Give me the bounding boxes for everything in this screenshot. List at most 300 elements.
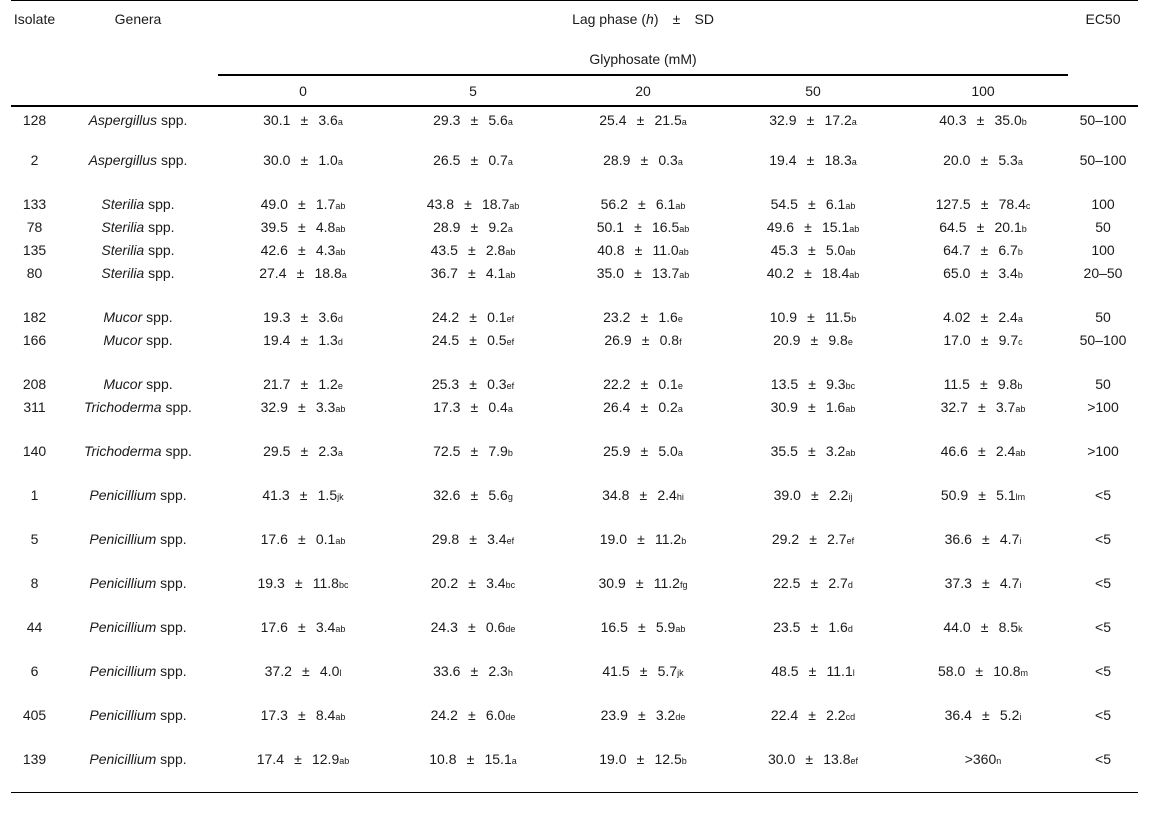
lag-mean: 26.9 <box>604 331 632 348</box>
lag-mean: 39.5 <box>260 218 288 235</box>
plus-minus: ± <box>980 241 989 258</box>
lag-sd: 11.1 <box>826 662 853 679</box>
header-conc-5: 5 <box>469 82 477 99</box>
lag-sd: 1.7 <box>315 195 336 212</box>
cell-ec50: 50 <box>1095 308 1111 325</box>
lag-mean: 27.4 <box>259 264 287 281</box>
cell-lag-value <box>558 661 728 705</box>
plus-minus: ± <box>641 331 650 348</box>
lag-sd: 2.7 <box>828 574 848 591</box>
plus-minus: ± <box>639 486 648 503</box>
lag-mean: 24.5 <box>431 331 460 348</box>
cell-lag-value <box>728 441 898 485</box>
lag-value: 22.2 ± 0.1 e <box>603 375 683 392</box>
cell-ec50: 50 <box>1095 218 1111 235</box>
cell-lag-value <box>728 330 898 374</box>
lag-mean: 40.2 <box>766 264 794 281</box>
table-body <box>11 106 1138 793</box>
lag-mean: 40.8 <box>597 241 625 258</box>
lag-value: 19.0 ± 11.2 b <box>599 530 687 547</box>
cell-lag-value <box>898 217 1068 240</box>
lag-value: 33.6 ± 2.3 h <box>433 662 513 679</box>
lag-mean: 24.2 <box>431 308 460 325</box>
table-row <box>11 529 1138 573</box>
plus-minus: ± <box>809 530 817 547</box>
cell-lag-value <box>218 374 388 397</box>
lag-value: 19.3 ± 3.6 d <box>263 308 343 325</box>
cell-genera <box>58 150 218 194</box>
cell-ec50: <5 <box>1095 530 1111 547</box>
cell-lag-value <box>218 441 388 485</box>
cell-lag-value <box>388 217 558 240</box>
lag-mean: 72.5 <box>433 442 461 459</box>
lag-value: 45.3 ± 5.0 ab <box>770 241 856 258</box>
lag-mean: 39.0 <box>773 486 801 503</box>
table-row <box>11 263 1138 307</box>
lag-mean: 30.0 <box>767 750 796 767</box>
lag-mean: 30.9 <box>770 398 798 415</box>
lag-mean: 65.0 <box>943 264 971 281</box>
plus-minus: ± <box>978 398 986 415</box>
cell-genera <box>58 263 218 307</box>
genus-name: Penicillium <box>89 574 157 591</box>
lag-sd: 78.4 <box>998 195 1026 212</box>
lag-sd: 10.8 <box>993 662 1021 679</box>
cell-lag-value <box>388 263 558 307</box>
lag-mean: 17.0 <box>943 331 971 348</box>
lag-value: 29.3 ± 5.6 a <box>433 111 513 128</box>
cell-lag-value <box>388 705 558 749</box>
cell-ec50: 50 <box>1095 375 1111 392</box>
cell-lag-value <box>388 661 558 705</box>
lag-mean: 19.3 <box>257 574 285 591</box>
lag-mean: 43.5 <box>430 241 458 258</box>
cell-lag-value <box>218 573 388 617</box>
plus-minus: ± <box>975 662 984 679</box>
lag-sd: 9.8 <box>997 375 1018 392</box>
lag-sd: 11.2 <box>653 574 680 591</box>
plus-minus: ± <box>980 151 989 168</box>
cell-lag-value <box>728 194 898 217</box>
lag-sd: 2.7 <box>827 530 847 547</box>
plus-minus: ± <box>637 530 645 547</box>
plus-minus: ± <box>808 375 816 392</box>
lag-value: 10.8 ± 15.1 a <box>429 750 517 767</box>
genus-name: Mucor <box>103 375 143 392</box>
plus-minus: ± <box>300 375 309 392</box>
plus-minus: ± <box>298 218 306 235</box>
plus-minus: ± <box>635 574 644 591</box>
header-lag-phase <box>218 1 1068 37</box>
header-conc-100: 100 <box>971 82 995 99</box>
genus-suffix: spp. <box>160 662 187 679</box>
lag-mean: 24.3 <box>430 618 458 635</box>
plus-minus: ± <box>300 331 309 348</box>
lag-value: 50.9 ± 5.1 lm <box>940 486 1026 503</box>
lag-mean: 26.4 <box>603 398 631 415</box>
lag-mean: 43.8 <box>426 195 454 212</box>
plus-minus: ± <box>294 574 303 591</box>
lag-value: 37.3 ± 4.7 i <box>944 574 1022 591</box>
lag-value: 72.5 ± 7.9 b <box>433 442 513 459</box>
cell-lag-value <box>898 374 1068 397</box>
lag-sd: 3.4 <box>998 264 1018 281</box>
lag-sd: 5.3 <box>998 151 1018 168</box>
cell-ec50: 20–50 <box>1083 264 1123 281</box>
lag-mean: 20.2 <box>430 574 459 591</box>
lag-phase-table <box>11 0 1138 793</box>
lag-value: 19.4 ± 1.3 d <box>263 331 343 348</box>
cell-ec50: 100 <box>1091 195 1115 212</box>
plus-minus: ± <box>469 331 477 348</box>
lag-mean: 64.7 <box>943 241 971 258</box>
lag-value: 26.5 ± 0.7 a <box>433 151 513 168</box>
genus-suffix: spp. <box>148 218 175 235</box>
lag-mean: 48.5 <box>771 662 799 679</box>
lag-sd: 1.6 <box>658 308 678 325</box>
lag-value: 44.0 ± 8.5 k <box>943 618 1023 635</box>
lag-sd: 5.0 <box>825 241 846 258</box>
cell-lag-value <box>728 749 898 793</box>
plus-minus: ± <box>470 111 479 128</box>
lag-value: 42.6 ± 4.3 ab <box>260 241 346 258</box>
genus-suffix: spp. <box>148 241 175 258</box>
cell-ec50: <5 <box>1095 574 1111 591</box>
lag-value: 64.7 ± 6.7 b <box>943 241 1023 258</box>
lag-value: 25.4 ± 21.5 a <box>599 111 687 128</box>
lag-mean: 42.6 <box>260 241 288 258</box>
cell-isolate: 139 <box>22 750 47 767</box>
genus-suffix: spp. <box>146 375 173 392</box>
genus-name: Mucor <box>103 331 143 348</box>
lag-sd: 5.6 <box>488 111 508 128</box>
cell-lag-value <box>558 217 728 240</box>
cell-ec50: <5 <box>1095 750 1111 767</box>
cell-lag-value <box>558 150 728 194</box>
cell-isolate: 80 <box>26 264 43 281</box>
lag-value: 17.3 ± 0.4 a <box>433 398 513 415</box>
cell-genera <box>58 617 218 661</box>
plus-minus: ± <box>468 706 476 723</box>
header-isolate: Isolate <box>13 11 56 27</box>
cell-lag-value <box>388 194 558 217</box>
lag-sd: 4.3 <box>315 241 336 258</box>
lag-sd: 0.8 <box>659 331 680 348</box>
lag-mean: 30.0 <box>263 151 291 168</box>
lag-value: 17.6 ± 3.4 ab <box>260 618 346 635</box>
lag-mean: 17.3 <box>260 706 288 723</box>
cell-lag-value <box>558 240 728 263</box>
plus-minus: ± <box>470 662 479 679</box>
lag-sd: 35.0 <box>994 111 1022 128</box>
lag-value: 17.6 ± 0.1 ab <box>260 530 346 547</box>
cell-lag-value <box>218 749 388 793</box>
lag-mean: 17.6 <box>260 530 288 547</box>
table-row <box>11 661 1138 705</box>
lag-mean: 49.6 <box>766 218 794 235</box>
lag-mean: 11.5 <box>943 375 970 392</box>
genus-name: Sterilia <box>101 241 145 258</box>
cell-lag-value <box>218 307 388 330</box>
cell-isolate: 182 <box>22 308 47 325</box>
lag-value: 23.9 ± 3.2 de <box>600 706 686 723</box>
plus-minus: ± <box>638 618 646 635</box>
lag-mean: 19.0 <box>599 750 627 767</box>
genus-suffix: spp. <box>160 486 187 503</box>
lag-value: 43.8 ± 18.7 ab <box>426 195 520 212</box>
cell-lag-value <box>558 573 728 617</box>
header-row-3 <box>11 75 1138 106</box>
cell-isolate: 133 <box>22 195 47 212</box>
lag-mean: 19.4 <box>263 331 291 348</box>
lag-sd: 21.5 <box>654 111 682 128</box>
lag-value: 50.1 ± 16.5 ab <box>596 218 690 235</box>
lag-value: 25.3 ± 0.3 ef <box>431 375 515 392</box>
lag-value: 17.4 ± 12.9 ab <box>256 750 350 767</box>
lag-mean: 28.9 <box>603 151 631 168</box>
cell-genera <box>58 217 218 240</box>
cell-lag-value <box>558 705 728 749</box>
plus-minus: ± <box>978 486 986 503</box>
lag-sd: 0.1 <box>487 308 507 325</box>
plus-minus: ± <box>982 706 990 723</box>
header-spacer-isolate <box>11 75 58 106</box>
lag-value: 20.9 ± 9.8 e <box>773 331 853 348</box>
cell-genera <box>58 330 218 374</box>
lag-sd: 11.0 <box>652 241 679 258</box>
plus-minus: ± <box>804 218 812 235</box>
lag-value: 20.2 ± 3.4 bc <box>430 574 516 591</box>
lag-mean: 50.1 <box>596 218 624 235</box>
cell-genera <box>58 529 218 573</box>
plus-minus: ± <box>634 264 642 281</box>
lag-mean: 37.2 <box>264 662 292 679</box>
lag-value: 41.3 ± 1.5 jk <box>262 486 344 503</box>
lag-value: 58.0 ± 10.8 m <box>938 662 1028 679</box>
header-spacer-ec50 <box>1068 75 1138 106</box>
plus-minus: ± <box>470 151 479 168</box>
cell-lag-value <box>728 573 898 617</box>
cell-isolate: 140 <box>22 442 47 459</box>
lag-mean: 26.5 <box>433 151 461 168</box>
cell-lag-value <box>728 240 898 263</box>
lag-sd: 13.8 <box>823 750 851 767</box>
cell-lag-value <box>388 485 558 529</box>
plus-minus: ± <box>300 308 309 325</box>
plus-minus: ± <box>980 264 989 281</box>
lag-sd: 2.3 <box>318 442 338 459</box>
plus-minus: ± <box>469 308 477 325</box>
lag-mean: 13.5 <box>770 375 799 392</box>
lag-value: 32.9 ± 3.3 ab <box>260 398 346 415</box>
cell-lag-value <box>728 397 898 441</box>
lag-value: 37.2 ± 4.0 l <box>264 662 342 679</box>
plus-minus: ± <box>808 442 816 459</box>
lag-value: 24.2 ± 0.1 ef <box>431 308 515 325</box>
plus-minus: ± <box>468 241 476 258</box>
lag-sd: 0.6 <box>485 618 506 635</box>
table-row <box>11 194 1138 217</box>
lag-value: 40.8 ± 11.0 ab <box>597 241 689 258</box>
cell-lag-value <box>728 617 898 661</box>
lag-value: 64.5 ± 20.1 b <box>939 218 1027 235</box>
cell-lag-value <box>388 240 558 263</box>
lag-phase-sd: SD <box>694 11 714 27</box>
table-row <box>11 240 1138 263</box>
lag-value: 29.8 ± 3.4 ef <box>431 530 515 547</box>
genus-suffix: spp. <box>160 111 188 128</box>
lag-value: 35.5 ± 3.2 ab <box>770 442 856 459</box>
cell-genera <box>58 374 218 397</box>
cell-lag-value <box>728 485 898 529</box>
plus-minus: ± <box>469 530 477 547</box>
lag-mean: 41.5 <box>602 662 630 679</box>
lag-phase-prefix: Lag phase ( <box>572 11 647 27</box>
cell-lag-value <box>218 330 388 374</box>
lag-mean: 45.3 <box>770 241 798 258</box>
cell-ec50: 50–100 <box>1079 331 1127 348</box>
genus-suffix: spp. <box>165 442 192 459</box>
plus-minus: ± <box>638 195 646 212</box>
lag-value: 30.9 ± 1.6 ab <box>770 398 856 415</box>
genus-name: Aspergillus <box>88 151 158 168</box>
lag-value: 29.5 ± 2.3 a <box>263 442 343 459</box>
cell-genera <box>58 705 218 749</box>
lag-sd: 18.7 <box>481 195 510 212</box>
genus-suffix: spp. <box>160 706 187 723</box>
lag-value: 20.0 ± 5.3 a <box>943 151 1023 168</box>
lag-value: 65.0 ± 3.4 b <box>943 264 1023 281</box>
table-row <box>11 330 1138 374</box>
lag-sd: 5.1 <box>996 486 1016 503</box>
plus-minus: ± <box>978 442 986 459</box>
cell-lag-value <box>218 106 388 150</box>
cell-lag-value <box>558 749 728 793</box>
cell-lag-value <box>218 617 388 661</box>
lag-value: 30.0 ± 1.0 a <box>263 151 343 168</box>
plus-minus: ± <box>470 486 479 503</box>
plus-minus: ± <box>982 530 990 547</box>
cell-genera <box>58 749 218 793</box>
genus-suffix: spp. <box>146 331 173 348</box>
cell-ec50: <5 <box>1095 486 1111 503</box>
lag-sd: 3.2 <box>655 706 676 723</box>
lag-sd: 4.7 <box>999 574 1020 591</box>
lag-sd: 9.7 <box>998 331 1019 348</box>
lag-mean: 10.8 <box>429 750 457 767</box>
plus-minus: ± <box>634 241 643 258</box>
plus-minus: ± <box>810 331 819 348</box>
plus-minus: ± <box>811 486 819 503</box>
lag-mean: 22.4 <box>770 706 799 723</box>
plus-minus: ± <box>636 111 645 128</box>
lag-phase-pm: ± <box>672 11 681 27</box>
lag-value: 16.5 ± 5.9 ab <box>600 618 686 635</box>
cell-lag-value <box>728 705 898 749</box>
cell-isolate: 208 <box>22 375 47 392</box>
cell-lag-value <box>898 263 1068 307</box>
lag-value: 28.9 ± 0.3 a <box>603 151 683 168</box>
lag-mean: 22.5 <box>773 574 801 591</box>
genus-name: Penicillium <box>89 662 157 679</box>
lag-mean: 17.3 <box>433 398 461 415</box>
plus-minus: ± <box>634 218 642 235</box>
lag-mean: 35.5 <box>770 442 798 459</box>
cell-lag-value <box>218 150 388 194</box>
lag-sd: 5.7 <box>657 662 678 679</box>
genus-name: Penicillium <box>89 530 157 547</box>
header-spacer-genera <box>58 75 218 106</box>
lag-sd: 9.2 <box>488 218 508 235</box>
cell-lag-value <box>388 307 558 330</box>
cell-lag-value <box>728 374 898 397</box>
lag-sd: 2.4 <box>998 308 1018 325</box>
lag-sd: 1.2 <box>318 375 338 392</box>
genus-name: Penicillium <box>89 750 157 767</box>
lag-mean: 20.9 <box>773 331 801 348</box>
cell-lag-value <box>218 217 388 240</box>
cell-lag-value <box>388 330 558 374</box>
lag-mean: 36.7 <box>430 264 458 281</box>
plus-minus: ± <box>639 662 648 679</box>
genus-name: Trichoderma <box>84 398 162 415</box>
lag-value: 40.2 ± 18.4 ab <box>766 264 860 281</box>
lag-value: 32.9 ± 17.2 a <box>769 111 857 128</box>
cell-lag-value <box>388 106 558 150</box>
lag-mean: 54.5 <box>770 195 798 212</box>
plus-minus: ± <box>298 195 306 212</box>
cell-genera <box>58 441 218 485</box>
lag-value: 27.4 ± 18.8 a <box>259 264 347 281</box>
lag-mean: 19.4 <box>769 151 797 168</box>
cell-ec50: >100 <box>1087 398 1119 415</box>
lag-sd: 18.3 <box>824 151 852 168</box>
cell-lag-value <box>558 106 728 150</box>
lag-value: 28.9 ± 9.2 a <box>433 218 513 235</box>
plus-minus: ± <box>299 486 308 503</box>
cell-lag-value <box>898 106 1068 150</box>
plus-minus: ± <box>980 618 989 635</box>
table-row <box>11 374 1138 397</box>
genus-name: Penicillium <box>89 706 157 723</box>
plus-minus: ± <box>296 264 305 281</box>
lag-sd: 1.3 <box>318 331 338 348</box>
plus-minus: ± <box>469 375 477 392</box>
table-header <box>11 1 1138 106</box>
lag-sd: 17.2 <box>824 111 852 128</box>
cell-isolate: 128 <box>22 111 47 128</box>
plus-minus: ± <box>464 195 472 212</box>
lag-mean: 34.8 <box>602 486 630 503</box>
header-row-1 <box>11 1 1138 37</box>
lag-value: 49.6 ± 15.1 ab <box>766 218 860 235</box>
lag-mean: 21.7 <box>263 375 291 392</box>
lag-mean: 25.3 <box>431 375 460 392</box>
lag-mean: 50.9 <box>940 486 969 503</box>
lag-sd: 3.4 <box>487 530 507 547</box>
lag-sd: 8.4 <box>315 706 336 723</box>
genus-name: Sterilia <box>101 195 145 212</box>
cell-lag-value <box>218 661 388 705</box>
cell-lag-value <box>898 705 1068 749</box>
lag-sd: 12.5 <box>654 750 682 767</box>
cell-genera <box>58 240 218 263</box>
table-row <box>11 485 1138 529</box>
lag-sd: 8.5 <box>998 618 1019 635</box>
lag-sd: 2.3 <box>488 662 508 679</box>
genus-name: Trichoderma <box>84 442 162 459</box>
lag-value: 29.2 ± 2.7 ef <box>771 530 855 547</box>
